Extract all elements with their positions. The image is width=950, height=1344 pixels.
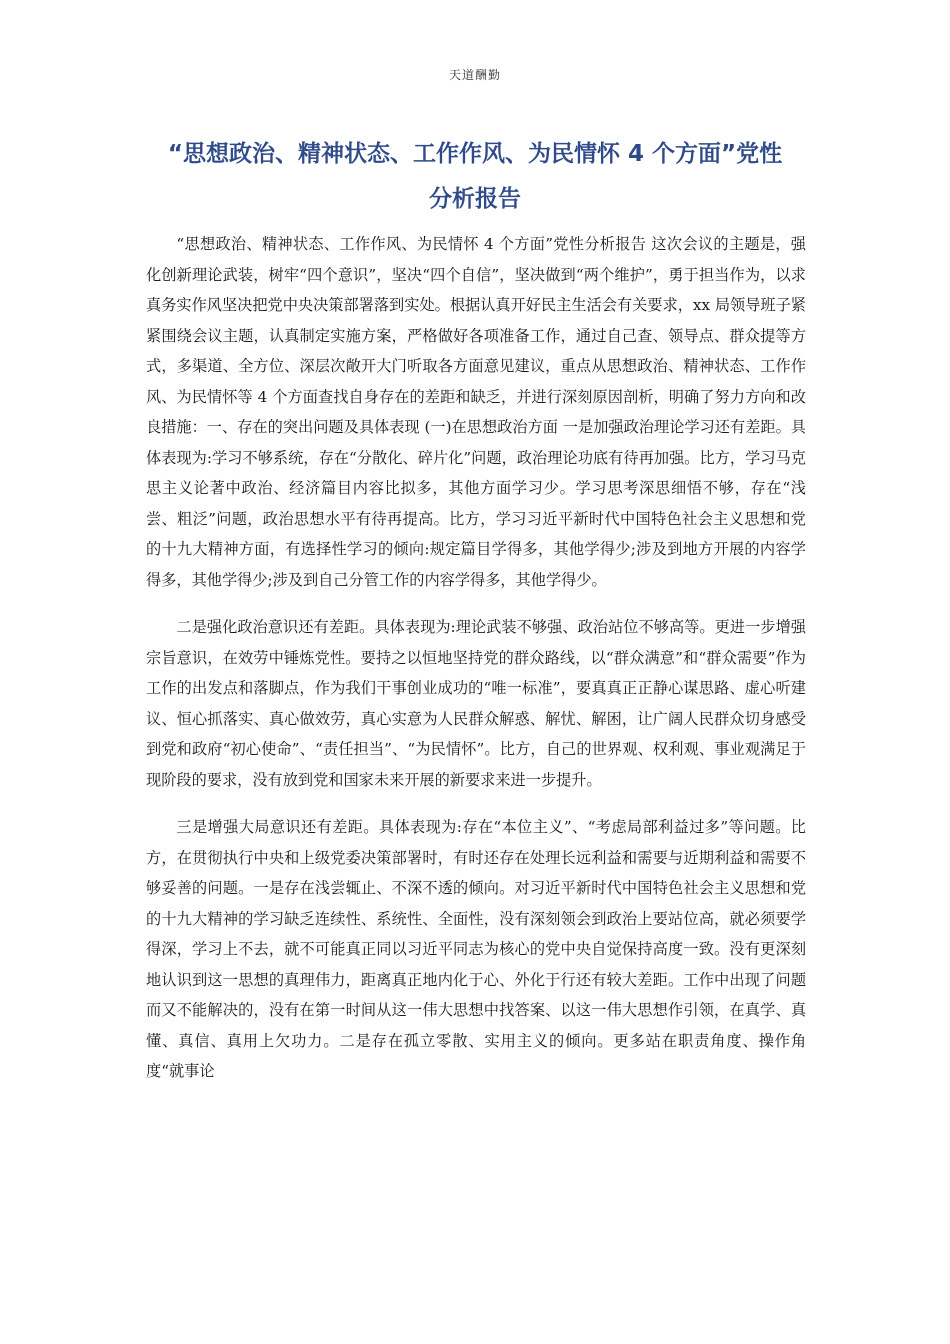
document-title-line-1: “思想政治、精神状态、工作作风、为民情怀 4 个方面”党性 [167,141,783,167]
paragraph-3: 三是增强大局意识还有差距。具体表现为:存在“本位主义”、“考虑局部利益过多”等问题。比方，在贯彻执行中央和上级党委决策部署时，有时还存在处理长远利益和需要与近期利益和需要不够妥善的问题。一是存在浅尝辄止、不深不透的倾向。对习近平新时代中国特色社会主义思想和党的十九大精神的学习缺乏连续性、系统性、全面性，没有深刻领会到政治上要站位高，就必须要学得深，学习上不去，就不可能真正同以习近平同志为核心的党中央自觉保持高度一致。没有更深刻地认识到这一思想的真理伟力，距离真正地内化于心、外化于行还有较大差距。工作中出现了问题而又不能解决的，没有在第一时间从这一伟大思想中找答案、以这一伟大思想作引领，在真学、真懂、真信、真用上欠功力。二是存在孤立零散、实用主义的倾向。更多站在职责角度、操作角度“就事论 [146,818,806,1080]
paragraph-1: “思想政治、精神状态、工作作风、为民情怀 4 个方面”党性分析报告 这次会议的主题是，强化创新理论武装，树牢“四个意识”，坚决“四个自信”，坚决做到“两个维护”，勇于担当作为，以求真务实作风坚决把党中央决策部署落到实处。根据认真开好民主生活会有关要求，xx 局领导班子紧紧围绕会议主题，认真制定实施方案，严格做好各项准备工作，通过自己查、领导点、群众提等方式，多渠道、全方位、深层次敞开大门听取各方面意见建议，重点从思想政治、精神状态、工作作风、为民情怀等 4 个方面查找自身存在的差距和缺乏，并进行深刻原因剖析，明确了努力方向和改良措施：一、存在的突出问题及具体表现 (一)在思想政治方面 一是加强政治理论学习还有差距。具体表现为:学习不够系统，存在“分散化、碎片化”问题，政治理论功底有待再加强。比方，学习马克思主义论著中政治、经济篇目内容比拟多，其他方面学习少。学习思考深思细悟不够，存在“浅尝、粗泛”问题，政治思想水平有待再提高。比方，学习习近平新时代中国特色社会主义思想和党的十九大精神方面，有选择性学习的倾向:规定篇目学得多，其他学得少;涉及到地方开展的内容学得多，其他学得少;涉及到自己分管工作的内容学得多，其他学得少。 [146,235,806,589]
document-title [130,132,820,222]
document-title-line-2: 分析报告 [429,186,521,212]
document-body [146,229,806,1104]
paragraph-2: 二是强化政治意识还有差距。具体表现为:理论武装不够强、政治站位不够高等。更进一步增强宗旨意识，在效劳中锤炼党性。要持之以恒地坚持党的群众路线，以“群众满意”和“群众需要”作为工作的出发点和落脚点，作为我们干事创业成功的“唯一标准”，要真真正正静心谋思路、虚心听建议、恒心抓落实、真心做效劳，真心实意为人民群众解惑、解忧、解困，让广阔人民群众切身感受到党和政府“初心使命”、“责任担当”、“为民情怀”。比方，自己的世界观、权利观、事业观满足于现阶段的要求，没有放到党和国家未来开展的新要求来进一步提升。 [146,618,806,789]
header-watermark-text: 天道酬勤 [448,68,501,82]
